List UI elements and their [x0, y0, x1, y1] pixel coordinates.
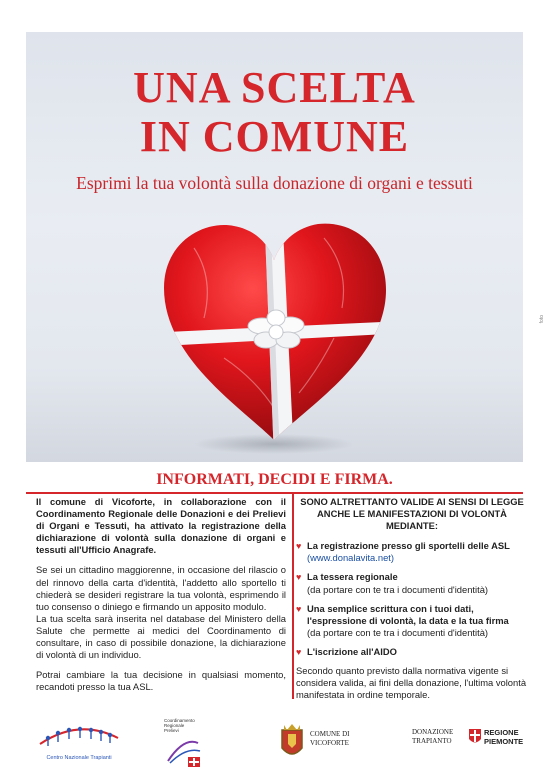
donalavita-link[interactable]: (www.donalavita.net): [307, 552, 395, 564]
footer-logos: [26, 718, 523, 770]
heart-bullet-icon: ♥: [296, 646, 302, 657]
poster-subtitle: Esprimi la tua volontà sulla donazione di organi e tessuti: [76, 173, 473, 193]
list-item-note: (da portare con te tra i documenti d'identità): [307, 626, 489, 638]
trapianto-label: TRAPIANTO: [412, 737, 452, 745]
poster-hero: [26, 32, 523, 462]
column-divider: [292, 494, 294, 699]
piemonte-shield-icon: [468, 728, 482, 746]
comune-label-line2: VICOFORTE: [310, 739, 349, 747]
list-item: [296, 646, 528, 658]
donazione-label: DONAZIONE: [412, 728, 454, 736]
right-column-heading: SONO ALTRETTANTO VALIDE AI SENSI DI LEGGE ANCHE LE MANIFESTAZIONI DI VOLONTÀ MEDIANTE:: [300, 496, 524, 532]
info-left-column: [36, 496, 286, 701]
list-item-title: Una semplice scrittura con i tuoi dati, l'espressione di volontà, la data e la tua firma: [307, 602, 509, 626]
tagline-rule: [26, 492, 523, 494]
comune-label-line1: COMUNE DI: [310, 730, 350, 738]
regione-piemonte-logo: [412, 726, 522, 756]
list-item-title: La tessera regionale: [307, 571, 398, 583]
validity-note: Secondo quanto previsto dalla normativa vigente si considera valida, ai fini della donazione, l'ultima volontà manifestata in ordine temporale.: [296, 665, 527, 701]
info-paragraph-2: Se sei un cittadino maggiorenne, in occasione del rilascio o del rinnovo della carta d'identità, l'addetto allo sportello ti chiederà se desideri registrare la tua volontà, esprimendo il tuo consenso o diniego e firmando un apposito modulo.: [36, 564, 286, 612]
list-item: [296, 571, 528, 595]
vicoforte-crest-logo: [278, 722, 368, 766]
list-item-title: L'iscrizione all'AIDO: [307, 645, 397, 657]
poster-title-line1: UNA SCELTA: [133, 63, 416, 112]
poster-title-line2: IN COMUNE: [139, 112, 410, 161]
heart-bullet-icon: ♥: [296, 603, 302, 614]
cnt-label: Centro Nazionale Trapianti: [46, 755, 112, 761]
piemonte-label: PIEMONTE: [484, 737, 524, 746]
coordinamento-label: Coordinamento Regionale Prelievi: [164, 718, 195, 733]
photo-credit: foto: [539, 315, 545, 324]
list-item-title: La registrazione presso gli sportelli delle ASL: [307, 540, 510, 552]
cnt-logo: [34, 724, 124, 760]
heart-bullet-icon: ♥: [296, 572, 302, 583]
gift-heart-image: [124, 208, 424, 458]
info-right-column: [296, 496, 528, 701]
info-paragraph-4: Potrai cambiare la tua decisione in qualsiasi momento, recandoti presso la tua ASL.: [36, 669, 286, 693]
poster-sheet: [12, 14, 537, 766]
info-paragraph-1: Il comune di Vicoforte, in collaborazione con il Coordinamento Regionale delle Donazioni e dei Prelievi di Organi e Tessuti, ha attivato la registrazione della dichiarazione di volontà sulla donazione di organi e tessuti all'Ufficio Anagrafe.: [36, 496, 286, 556]
list-item-note: (da portare con te tra i documenti d'identità): [307, 583, 489, 595]
list-item: [296, 540, 528, 564]
info-paragraph-3: La tua scelta sarà inserita nel database del Ministero della Salute che permette ai medici del Coordinamento di consultare, in caso di possibile donazione, la dichiarazione di volontà di un individuo.: [36, 612, 286, 661]
coordinamento-logo: [164, 718, 206, 768]
regione-label: REGIONE: [484, 728, 519, 737]
heart-bullet-icon: ♥: [296, 541, 302, 552]
list-item: [296, 603, 528, 639]
tagline-heading: INFORMATI, DECIDI E FIRMA.: [156, 471, 393, 488]
